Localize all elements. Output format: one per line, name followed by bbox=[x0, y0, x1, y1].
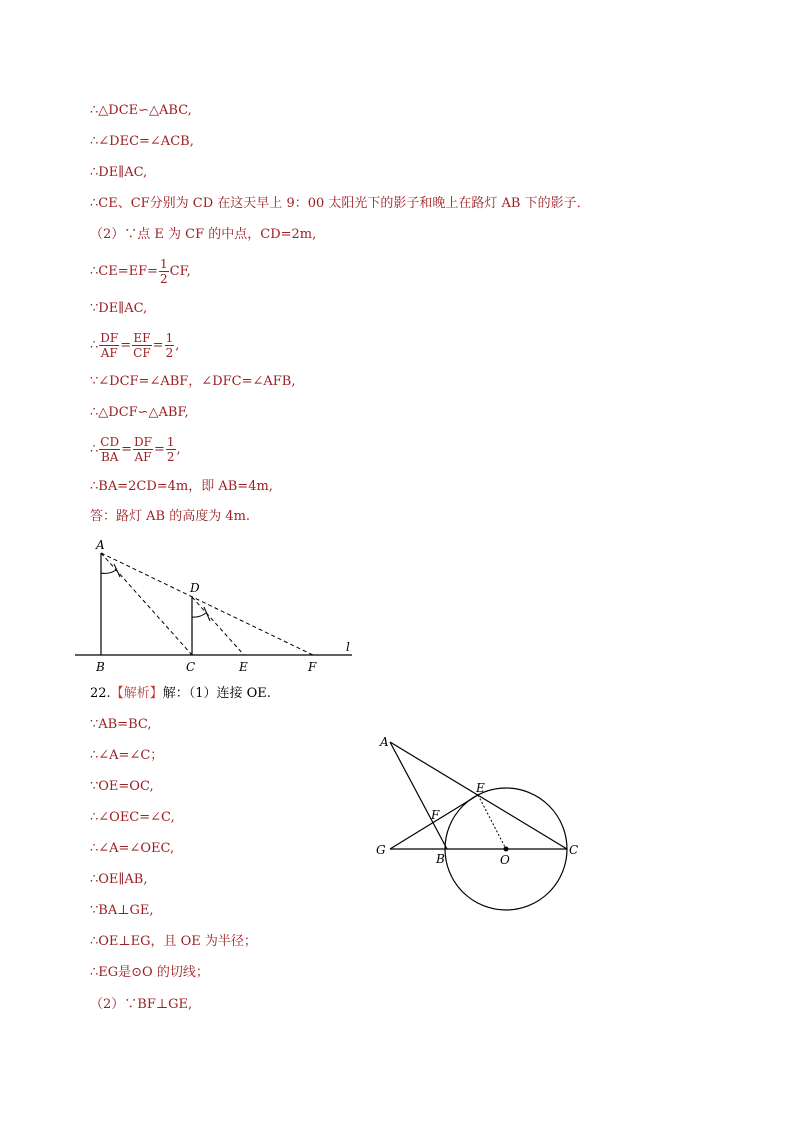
proof-line: ∵BA⊥GE, bbox=[90, 903, 154, 918]
label-g: G bbox=[376, 843, 386, 857]
center-point-o bbox=[504, 847, 509, 852]
proof-line: ∴OE⊥EG，且 OE 为半径； bbox=[90, 934, 257, 949]
label-e: E bbox=[476, 781, 485, 795]
proof-line: ∵∠DCF=∠ABF，∠DFC=∠AFB, bbox=[90, 374, 296, 389]
proof-line: ∴EG是⊙O 的切线； bbox=[90, 965, 209, 980]
angle-arc-d bbox=[192, 613, 206, 617]
label-a: A bbox=[96, 538, 105, 552]
label-c: C bbox=[569, 843, 579, 857]
fraction: $\frac{1}{2}$ bbox=[165, 331, 174, 360]
label-f: F bbox=[308, 660, 317, 674]
section-heading: 22.【解析】解：（1）连接 OE. bbox=[90, 686, 271, 701]
label-b: B bbox=[436, 852, 445, 866]
proof-line-fraction: ∴ $\frac{DF}{AF}$ = $\frac{EF}{CF}$ = $\frac{1}{2}$ , bbox=[90, 331, 180, 360]
sunray-de bbox=[192, 597, 244, 655]
proof-line: ∴△DCF∽△ABF, bbox=[90, 405, 189, 420]
proof-line: ∵AB=BC, bbox=[90, 717, 152, 732]
fraction: $\frac{EF}{CF}$ bbox=[133, 331, 151, 360]
fraction: $\frac{1}{2}$ bbox=[166, 435, 175, 464]
proof-line: （2）∵BF⊥GE, bbox=[90, 997, 193, 1012]
proof-line: ∴△DCE∽△ABC, bbox=[90, 103, 192, 118]
proof-line: ∴OE∥AB, bbox=[90, 872, 148, 887]
proof-line: ∴BA=2CD=4m，即 AB=4m, bbox=[90, 479, 273, 494]
proof-line: ∴∠DEC=∠ACB, bbox=[90, 134, 194, 149]
fraction: $\frac{1}{2}$ bbox=[160, 257, 168, 286]
answer-line: 答：路灯 AB 的高度为 4m. bbox=[90, 509, 251, 524]
circle-tangent-figure bbox=[370, 730, 590, 920]
fraction: $\frac{CD}{BA}$ bbox=[100, 435, 120, 464]
angle-arc-a bbox=[101, 570, 116, 573]
sunray-ac bbox=[101, 553, 192, 655]
proof-line: ∴∠OEC=∠C, bbox=[90, 810, 175, 825]
fraction: $\frac{DF}{AF}$ bbox=[100, 331, 119, 360]
label-a: A bbox=[380, 735, 389, 749]
label-f: F bbox=[431, 808, 440, 822]
lamp-ray-af bbox=[101, 553, 313, 655]
tangent-ge bbox=[390, 795, 478, 849]
label-l: l bbox=[346, 640, 350, 654]
label-o: O bbox=[500, 853, 510, 867]
shadow-figure bbox=[70, 533, 360, 675]
proof-line: ∵DE∥AC, bbox=[90, 301, 148, 316]
fraction: $\frac{DF}{AF}$ bbox=[134, 435, 152, 464]
proof-line: ∴CE、CF分别为 CD 在这天早上 9：00 太阳光下的影子和晚上在路灯 AB 下的影子． bbox=[90, 196, 590, 211]
line-ab bbox=[390, 742, 447, 849]
proof-line-fraction: ∴ $\frac{CD}{BA}$ = $\frac{DF}{AF}$ = $\frac{1}{2}$ , bbox=[90, 435, 181, 464]
proof-line-fraction: ∴CE=EF= $\frac{1}{2}$ CF, bbox=[90, 257, 191, 286]
label-b: B bbox=[96, 660, 105, 674]
proof-line: ∴∠A=∠OEC, bbox=[90, 841, 175, 856]
label-d: D bbox=[190, 581, 200, 595]
label-e: E bbox=[239, 660, 248, 674]
proof-line: ∴DE∥AC, bbox=[90, 165, 148, 180]
proof-line: ∵OE=OC, bbox=[90, 779, 154, 794]
label-c: C bbox=[186, 660, 196, 674]
proof-line: ∴∠A=∠C； bbox=[90, 748, 164, 763]
proof-line: （2）∵点 E 为 CF 的中点，CD=2m, bbox=[90, 227, 317, 242]
